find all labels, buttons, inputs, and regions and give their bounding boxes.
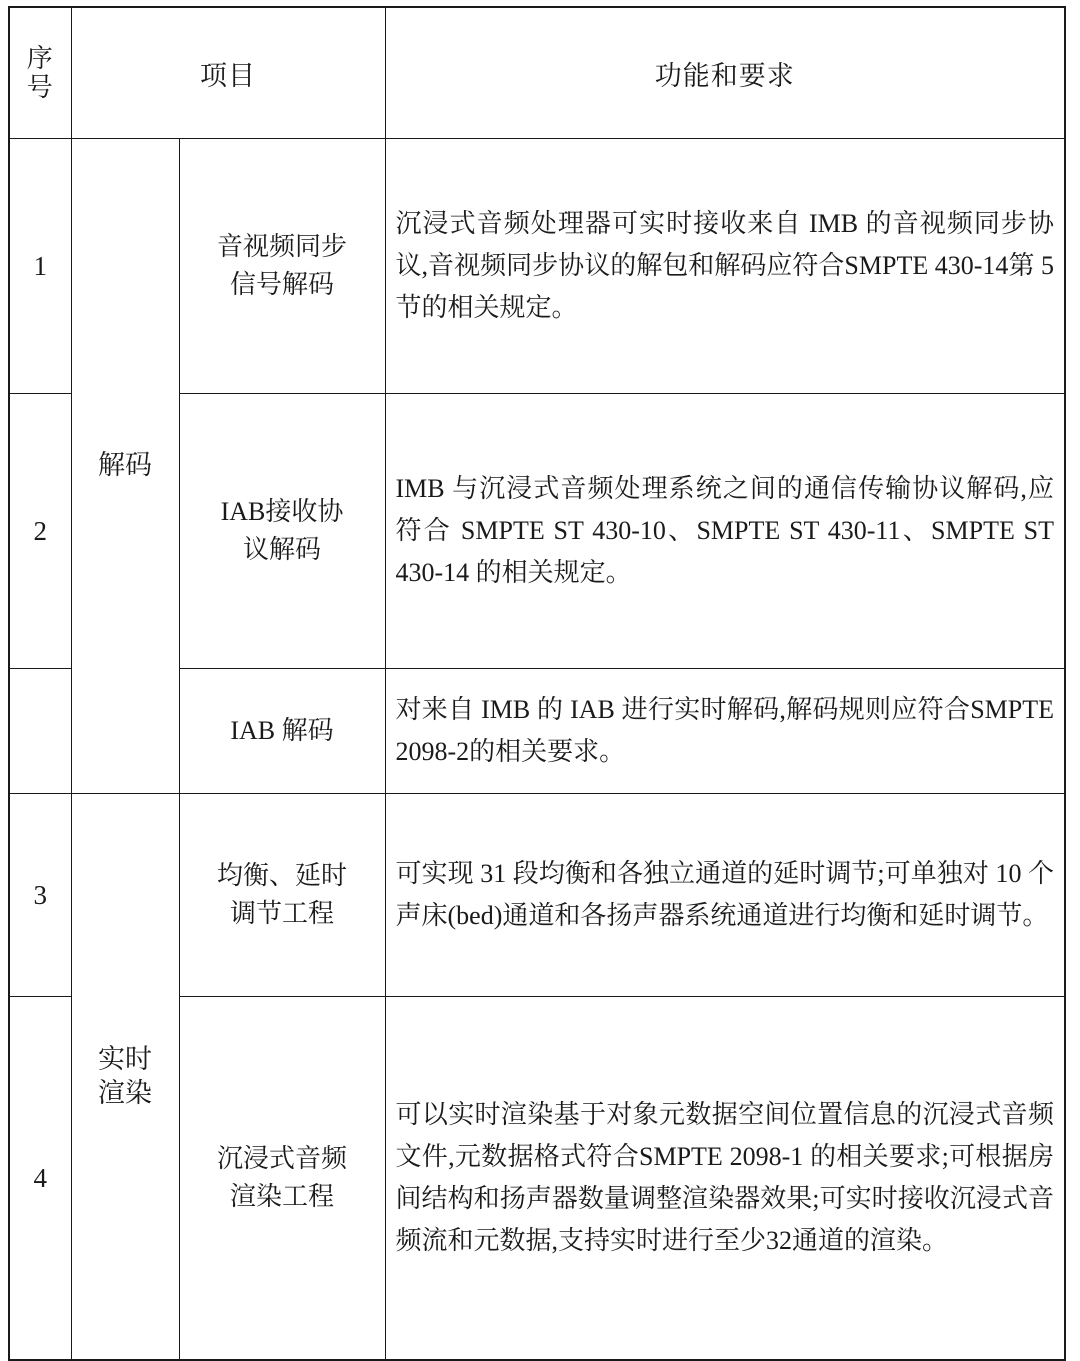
row-description: 可以实时渲染基于对象元数据空间位置信息的沉浸式音频文件,元数据格式符合SMPTE 2098-1 的相关要求;可根据房间结构和扬声器数量调整渲染器效果;可实时接收沉浸式音频流和元数据,支持实时进行至少32通道的渲染。 [385,997,1065,1361]
column-header-no-line2: 号 [26,73,54,102]
table-header-row [9,7,1065,139]
table-header [9,7,1065,139]
row-item-line2: 调节工程 [229,899,334,928]
table-row [9,794,1065,997]
row-item [179,794,385,997]
row-group-decode-label: 解码 [98,450,152,481]
row-no: 2 [9,394,71,669]
row-item-line2: 渲染工程 [229,1182,334,1211]
table-row [9,139,1065,394]
row-item [179,997,385,1361]
row-item-line1: IAB接收协 [220,497,344,527]
row-item [179,139,385,394]
row-group-render-line1: 实时 [98,1043,152,1074]
column-header-item: 项目 [71,7,385,139]
row-item-line1: IAB 解码 [230,716,334,746]
row-no: 1 [9,139,71,394]
table-body [9,139,1065,1361]
row-no [9,669,71,794]
row-item [179,394,385,669]
row-description: IMB 与沉浸式音频处理系统之间的通信传输协议解码,应符合 SMPTE ST 430‑10、SMPTE ST 430‑11、SMPTE ST 430‑14 的相关规定。 [385,394,1065,669]
row-no: 3 [9,794,71,997]
row-item-line1: 均衡、延时 [216,861,347,891]
row-description: 可实现 31 段均衡和各独立通道的延时调节;可单独对 10 个声床(bed)通道和各扬声器系统通道进行均衡和延时调节。 [385,794,1065,997]
column-header-no-line1: 序 [26,43,54,73]
column-header-desc: 功能和要求 [385,7,1065,139]
row-group-render-line2: 渲染 [98,1077,152,1108]
row-item-line1: 音视频同步 [216,232,347,262]
row-group-render [71,794,179,1361]
row-description: 对来自 IMB 的 IAB 进行实时解码,解码规则应符合SMPTE 2098-2的相关要求。 [385,669,1065,794]
row-group-decode [71,139,179,794]
row-item [179,669,385,794]
column-header-no [9,7,71,139]
row-no: 4 [9,997,71,1361]
row-item-line1: 沉浸式音频 [216,1144,347,1174]
requirements-table [8,6,1066,1361]
row-description: 沉浸式音频处理器可实时接收来自 IMB 的音视频同步协议,音视频同步协议的解包和解码应符合SMPTE 430-14第 5 节的相关规定。 [385,139,1065,394]
row-item-line2: 信号解码 [229,270,334,299]
row-item-line2: 议解码 [242,535,321,564]
